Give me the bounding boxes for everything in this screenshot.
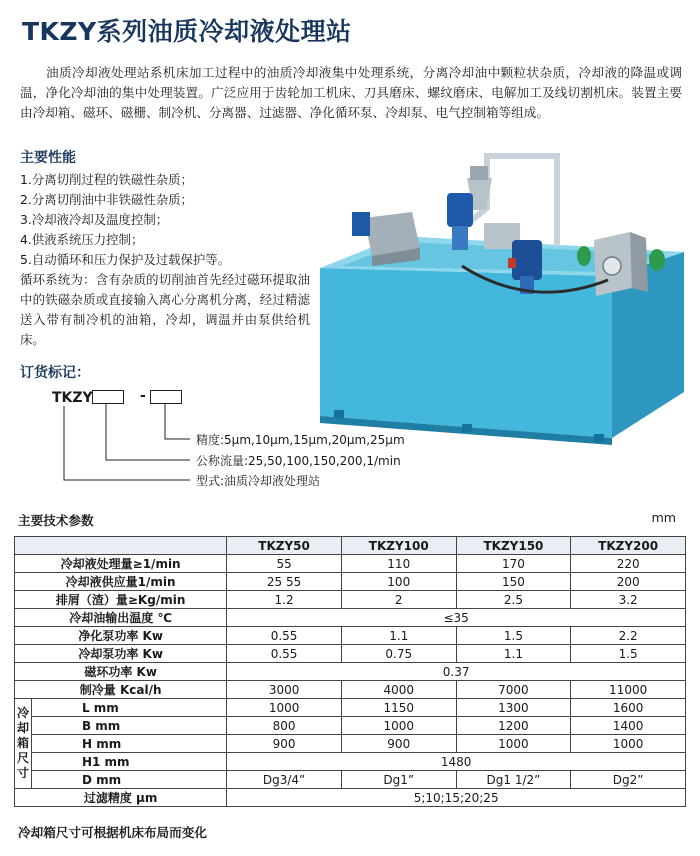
cell: 0.37 [227,663,686,681]
cell: 1000 [341,717,456,735]
cell: 220 [571,555,686,573]
order-label-flow: 公称流量:25,50,100,150,200,1/min [196,454,401,468]
feature-item: 2.分离切削油中非铁磁性杂质； [20,192,193,207]
table-row [15,663,686,681]
cell: 0.75 [341,645,456,663]
feature-item: 5.自动循环和压力保护及过载保护等。 [20,252,231,267]
cell: 1000 [227,699,342,717]
row-label: 过滤精度 μm [15,789,227,807]
feature-item: 1.分离切削过程的铁磁性杂质； [20,172,193,187]
cell: 800 [227,717,342,735]
cell: 200 [571,573,686,591]
table-row [15,681,686,699]
row-label: 冷却油输出温度 ℃ [15,609,227,627]
table-row [15,573,686,591]
cell: 1000 [571,735,686,753]
cell: 1.5 [456,627,571,645]
cell: 2.5 [456,591,571,609]
cell: Dg1” [341,771,456,789]
cell: 1200 [456,717,571,735]
column-header: TKZY100 [341,537,456,555]
cell: 0.55 [227,645,342,663]
cell: 3.2 [571,591,686,609]
circulation-text: 循环系统为：含有杂质的切削油首先经过磁环提取油中的铁磁杂质或直接输入离心分离机分离，经过精滤送入带有制冷机的油箱，冷却，调温并由泵供给机床。 [20,272,310,347]
cell: 170 [456,555,571,573]
box-size-label: 冷 却 箱 尺 寸 [15,699,32,789]
cell: 150 [456,573,571,591]
specs-unit: mm [651,510,676,525]
cell: ≤35 [227,609,686,627]
row-label: 净化泵功率 Kw [15,627,227,645]
row-label: D mm [31,771,226,789]
cell: 1600 [571,699,686,717]
order-dash: - [140,388,146,404]
column-header: TKZY50 [227,537,342,555]
table-row [15,789,686,807]
cell: 100 [341,573,456,591]
cell: 0.55 [227,627,342,645]
cell: 3000 [227,681,342,699]
footnote: 冷却箱尺寸可根据机床布局而变化 [18,825,207,840]
column-header: TKZY150 [456,537,571,555]
cell: Dg3/4” [227,771,342,789]
cell: 900 [341,735,456,753]
cell: 1.1 [341,627,456,645]
feature-item: 3.冷却液冷却及温度控制； [20,212,169,227]
order-label-type: 型式:油质冷却液处理站 [196,474,321,488]
table-row [15,627,686,645]
cell: 4000 [341,681,456,699]
order-label-precision: 精度:5μm,10μm,15μm,20μm,25μm [196,433,405,447]
feature-item: 4.供液系统压力控制； [20,232,144,247]
page-title: TKZY系列油质冷却液处理站 [22,17,352,46]
row-label: 冷却液供应量1/min [15,573,227,591]
row-label: H1 mm [31,753,226,771]
cell: 1.2 [227,591,342,609]
cell: 5;10;15;20;25 [227,789,686,807]
cell: Dg2” [571,771,686,789]
order-heading: 订货标记： [20,365,90,381]
row-label: 冷却液处理量≥1/min [15,555,227,573]
cell: 1.1 [456,645,571,663]
cell: 1.5 [571,645,686,663]
row-label: 磁环功率 Kw [15,663,227,681]
intro-paragraph: 油质冷却液处理站系机床加工过程中的油质冷却液集中处理系统，分离冷却油中颗粒状杂质，冷却液的降温或调温，净化冷却油的集中处理装置。广泛应用于齿轮加工机床、刀具磨床、螺纹磨床、电解加工及线切割机床。装置主要由冷却箱、磁环、磁栅、制冷机、分离器、过滤器、净化循环泵、冷却泵、电气控制箱等组成。 [20,65,682,120]
cell: 1400 [571,717,686,735]
table-row [15,717,686,735]
table-row [15,555,686,573]
order-prefix: TKZY [52,390,93,406]
cell: 110 [341,555,456,573]
table-row [15,645,686,663]
specs-heading: 主要技术参数 [18,513,94,528]
row-label: H mm [31,735,226,753]
cell: 55 [227,555,342,573]
row-label: B mm [31,717,226,735]
coolant-station-photo [312,148,692,450]
cell: 900 [227,735,342,753]
cell: 1150 [341,699,456,717]
table-row [15,771,686,789]
cell: 2.2 [571,627,686,645]
row-label: 冷却泵功率 Kw [15,645,227,663]
row-label: L mm [31,699,226,717]
features-list [20,170,310,350]
table-row [15,591,686,609]
table-row [15,609,686,627]
header-corner [15,537,227,555]
cell: 11000 [571,681,686,699]
cell: 1000 [456,735,571,753]
row-label: 排屑（渣）量≥Kg/min [15,591,227,609]
table-row [15,735,686,753]
cell: Dg1 1/2” [456,771,571,789]
spec-table [14,536,686,807]
cell: 7000 [456,681,571,699]
table-row [15,753,686,771]
cell: 2 [341,591,456,609]
features-heading: 主要性能 [20,150,76,166]
column-header: TKZY200 [571,537,686,555]
table-header-row [15,537,686,555]
cell: 25 55 [227,573,342,591]
cell: 1480 [227,753,686,771]
row-label: 制冷量 Kcal/h [15,681,227,699]
cell: 1300 [456,699,571,717]
table-row [15,699,686,717]
